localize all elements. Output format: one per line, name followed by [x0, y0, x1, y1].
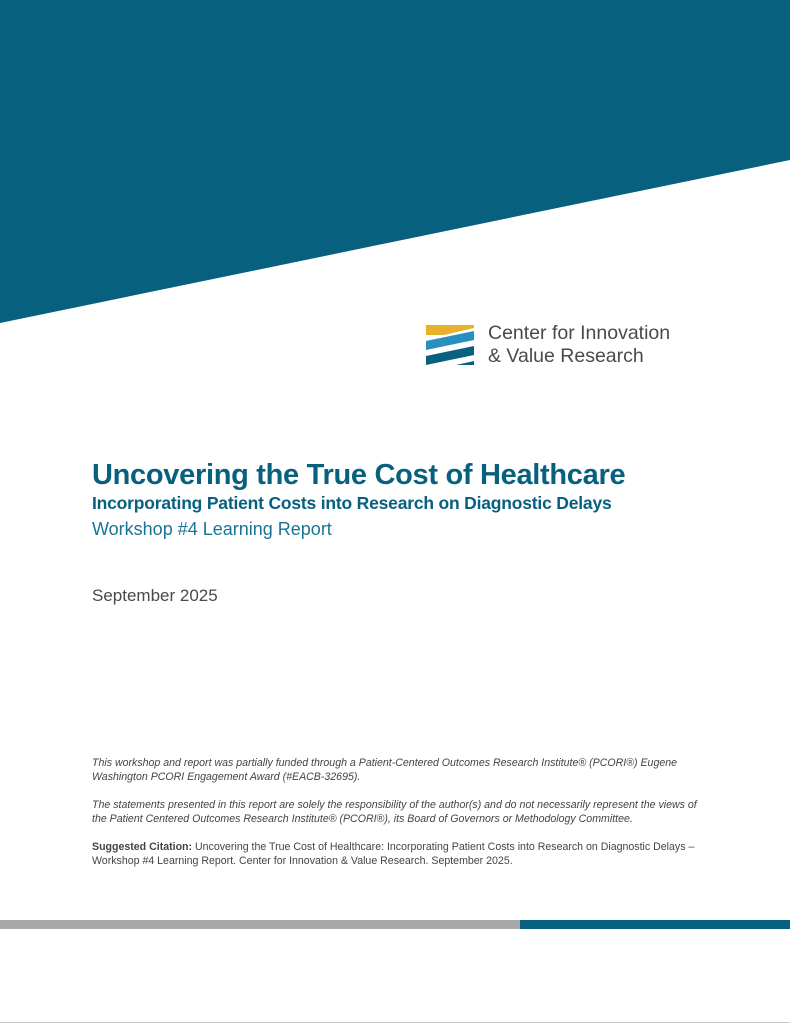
- citation-text: Uncovering the True Cost of Healthcare: Incorporating Patient Costs into Research on Diagnostic Delays – Workshop #4 Learning Report. Center for Innovation & Value Research. September 2025.: [92, 841, 695, 867]
- funding-note: This workshop and report was partially funded through a Patient-Centered Outcomes Research Institute® (PCORI®) Eugene Washington PCORI Engagement Award (#EACB-32695).: [92, 757, 678, 783]
- report-label: Workshop #4 Learning Report: [92, 519, 332, 539]
- disclaimer-note: The statements presented in this report are solely the responsibility of the author(s) and do not necessarily represent the views of the Patient Centered Outcomes Research Institute® (PCORI®), its Board of Governors or Methodology Committee.: [92, 799, 697, 825]
- page-bottom-divider: [0, 1022, 790, 1023]
- suggested-citation: [92, 840, 700, 868]
- report-title: Uncovering the True Cost of Healthcare: [92, 459, 626, 491]
- footer-bar-blue: [520, 920, 790, 929]
- organization-logo: [426, 322, 716, 368]
- report-subtitle: Incorporating Patient Costs into Research on Diagnostic Delays: [92, 493, 612, 513]
- publication-date: September 2025: [92, 586, 218, 605]
- citation-label: Suggested Citation:: [92, 841, 193, 853]
- notes-section: [92, 756, 700, 882]
- logo-text-line-1: Center for Innovation: [488, 322, 671, 344]
- chevron-stripes-logo-icon: [426, 325, 474, 365]
- title-block: [92, 458, 732, 541]
- header-banner: [0, 0, 790, 330]
- footer-bar-grey: [0, 920, 520, 929]
- logo-text-line-2: & Value Research: [488, 345, 644, 367]
